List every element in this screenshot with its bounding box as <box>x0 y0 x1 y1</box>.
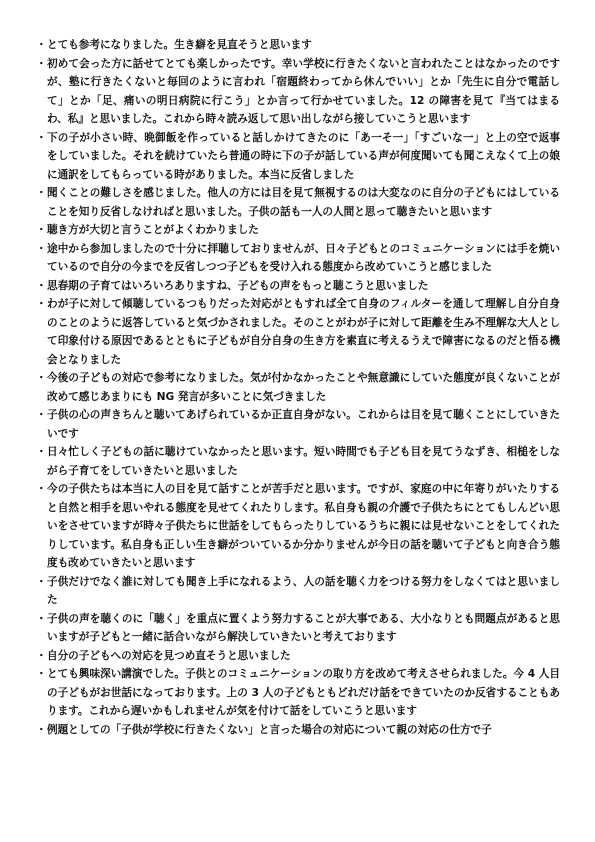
comment-text: 子供の声を聴くのに「聴く」を重点に置くよう努力することが大事である、大小なりとも問題点があると思いますが子どもと一緒に話合いながら解決していきたいと考えております <box>47 612 560 643</box>
bullet-icon: ・ <box>36 372 47 384</box>
bullet-icon: ・ <box>36 57 47 70</box>
comment-text: 聴き方が大切と言うことがよくわかりました <box>47 224 259 236</box>
bullet-icon: ・ <box>36 668 47 680</box>
list-item <box>36 647 560 666</box>
comment-text: とても興味深い講演でした。子供とのコミュニケーションの取り方を改めて考えさせられました。今 4 人目の子どもがお世話になっております。上の 3 人の子どもともどれだけ話をできていたのか反省することもあります。これから遅いかもしれませんが気を付けて話をしていこうと思います <box>47 668 560 717</box>
bullet-icon: ・ <box>36 575 47 588</box>
bullet-icon: ・ <box>36 39 47 51</box>
list-item <box>36 295 560 369</box>
list-item <box>36 406 560 443</box>
comment-text: 下の子が小さい時、晩御飯を作っていると話しかけてきたのに「あ一そ一」「すごいな一」と上の空で返事をしていました。それを続けていたら普通の時に下の子が話している声が何度聞いても聞こえなくて上の娘に通訳をしてもらっている時がありました。本当に反省しました <box>47 131 560 181</box>
bullet-icon: ・ <box>36 483 47 495</box>
list-item <box>36 221 560 240</box>
list-item <box>36 277 560 296</box>
list-item <box>36 55 560 129</box>
comment-text: わが子に対して傾聴しているつもりだった対応がともすれば全て自身のフィルターを通して理解し自分自身のことのように返答していると気づかされました。そのことがわが子に対して距離を生み不理解な大人として印象付ける原因であるとともに子どもが自分自身の生き方を素直に考えるうえで障害になるのだと悟る機会となりました <box>47 298 560 366</box>
bullet-icon: ・ <box>36 723 47 736</box>
comment-text: 自分の子どもへの対応を見つめ直そうと思いました <box>47 649 291 662</box>
comment-text: 聞くことの難しさを感じました。他人の方には目を見て無視するのは大変なのに自分の子どもにはしていることを知り反省しなければと思いました。子供の話も一人の人間と思って聴きたいと思います <box>47 187 560 218</box>
bullet-icon: ・ <box>36 242 47 255</box>
list-item <box>36 240 560 277</box>
list-item <box>36 721 560 740</box>
comment-text: 日々忙しく子どもの話に聴けていなかったと思います。短い時間でも子ども目を見てうなずき、相槌をしながら子育てをしていきたいと思いました <box>47 446 560 477</box>
comment-text: 今後の子どもの対応で参考になりました。気が付かなかったことや無意識にしていた態度が良くないことが改めて感じあまりにも NG 発言が多いことに気づきました <box>47 372 560 403</box>
list-item <box>36 129 560 185</box>
list-item <box>36 36 560 55</box>
bullet-icon: ・ <box>36 298 47 310</box>
comment-text: 思春期の子育てはいろいろありますね、子どもの声をもっと聴こうと思いました <box>47 279 429 292</box>
comment-list <box>36 36 560 739</box>
list-item <box>36 369 560 406</box>
list-item <box>36 665 560 721</box>
bullet-icon: ・ <box>36 187 47 199</box>
list-item <box>36 184 560 221</box>
bullet-icon: ・ <box>36 612 47 625</box>
comment-text: とても参考になりました。生き癖を見直そうと思います <box>47 39 312 51</box>
comment-text: 今の子供たちは本当に人の目を見て話すことが苦手だと思います。ですが、家庭の中に年寄りがいたりすると自然と相手を思いやれる態度を見せてくれたりします。私自身も親の介護で子供たちにとてもしんどい思いをさせていますが時々子供たちに世話をしてもらったりしているうちに親には見せないことをしてくれたりしています。私自身も正しい生き癖がついているか分かりませんが今日の話を聴いて子どもと向き合う態度も改めていきたいと思います <box>47 483 560 569</box>
comment-text: 初めて会った方に話せてとても楽しかったです。幸い学校に行きたくないと言われたことはなかったのですが、塾に行きたくないと毎回のように言われ「宿題終わってから休んでいい」とか「先生に自分で電話して」とか「足、痛いの明日病院に行こう」とか言って行かせていました。12 の障害を見て『当てはまるわ、私』と思いました。これから時々読み返して思い出しながら接していこうと思います <box>47 57 560 125</box>
bullet-icon: ・ <box>36 409 47 421</box>
comment-text: 例題としての「子供が学校に行きたくない」と言った場合の対応について親の対応の仕方で子 <box>47 723 492 736</box>
comment-text: 子供の心の声きちんと聴いてあげられているか正直自身がない。これからは目を見て聴くことにしていきたいです <box>47 409 560 440</box>
bullet-icon: ・ <box>36 224 47 236</box>
bullet-icon: ・ <box>36 649 47 662</box>
bullet-icon: ・ <box>36 131 47 144</box>
list-item <box>36 573 560 610</box>
bullet-icon: ・ <box>36 279 47 292</box>
bullet-icon: ・ <box>36 446 47 458</box>
comment-text: 途中から参加しましたので十分に拝聴しておりませんが、日々子どもとのコミュニケーションには手を焼いているので自分の今までを反省しつつ子どもを受け入れる態度から改めていこうと感じました <box>47 242 560 273</box>
list-item <box>36 610 560 647</box>
comment-text: 子供だけでなく誰に対しても聞き上手になれるよう、人の話を聴く力をつける努力をしなくてはと思いました <box>47 575 560 606</box>
list-item <box>36 443 560 480</box>
list-item <box>36 480 560 573</box>
